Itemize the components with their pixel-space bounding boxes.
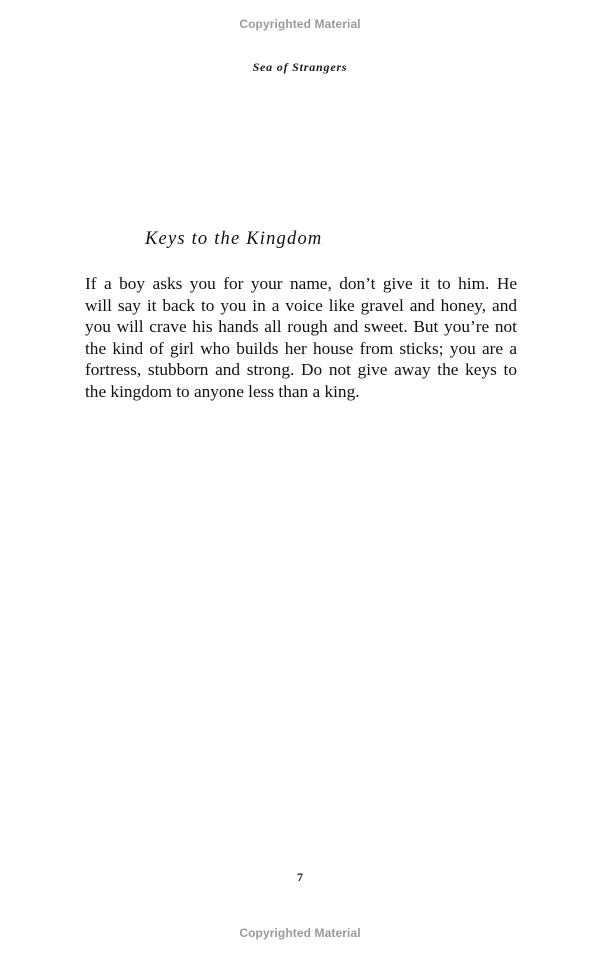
poem-line: you will crave his hands all rough and sweet. But you’re not bbox=[85, 317, 517, 337]
copyright-watermark-top: Copyrighted Material bbox=[239, 17, 361, 31]
copyright-watermark-bottom: Copyrighted Material bbox=[239, 926, 361, 940]
page-number: 7 bbox=[297, 870, 303, 884]
poem-line: fortress, stubborn and strong. Do not give away the keys to bbox=[85, 360, 517, 380]
poem-line: the kingdom to anyone less than a king. bbox=[85, 381, 360, 401]
poem-body bbox=[85, 273, 517, 403]
poem-title: Keys to the Kingdom bbox=[145, 229, 323, 249]
running-header: Sea of Strangers bbox=[252, 60, 348, 74]
poem-line: the kind of girl who builds her house from sticks; you are a bbox=[85, 338, 517, 358]
poem-line: will say it back to you in a voice like gravel and honey, and bbox=[85, 295, 517, 315]
poem-line: If a boy asks you for your name, don’t give it to him. He bbox=[85, 274, 517, 293]
